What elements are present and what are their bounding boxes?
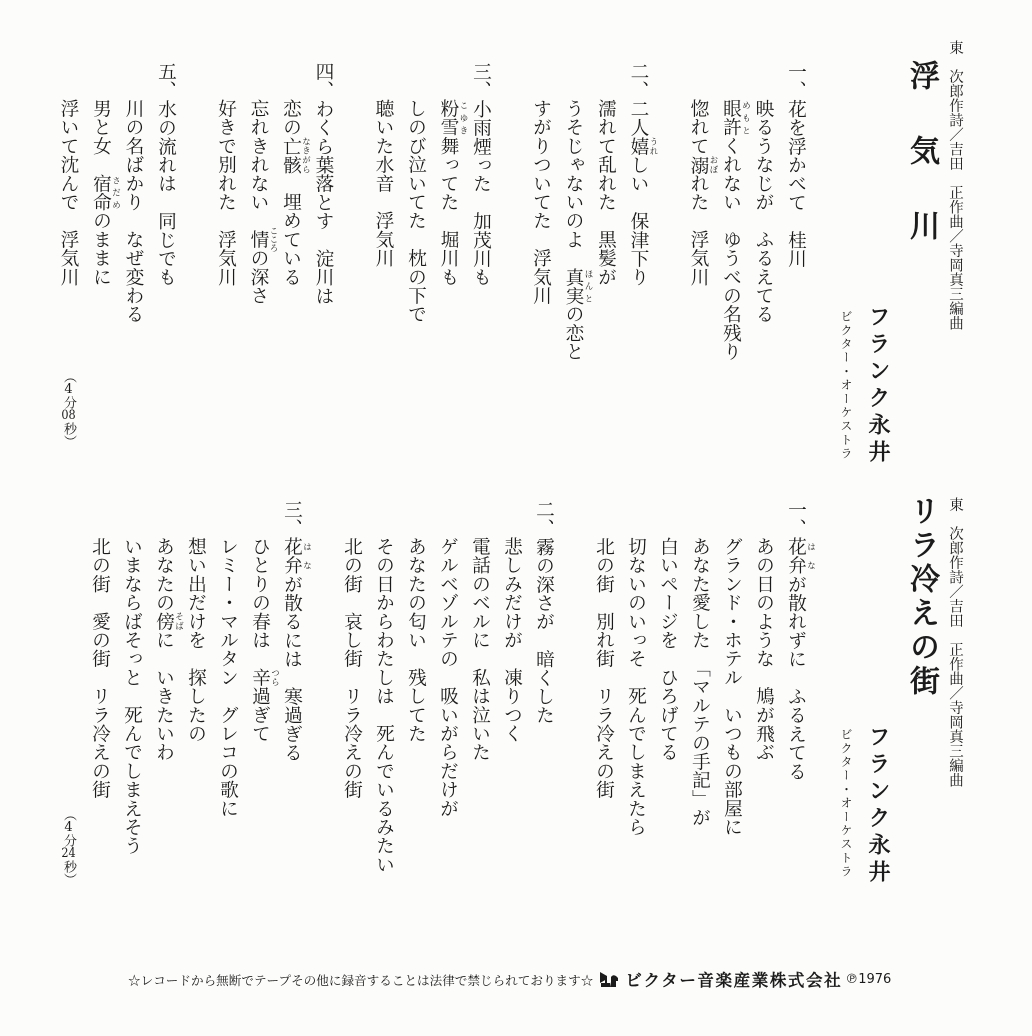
ruby-word xyxy=(249,668,280,687)
lyric-text: わくら葉落とす 淀川は xyxy=(312,99,334,306)
lyric-line xyxy=(683,99,719,286)
ruby-base: 粉雪 xyxy=(437,99,459,137)
lyric-line xyxy=(525,99,555,305)
lyric-line xyxy=(118,99,148,323)
lyric-line xyxy=(308,62,338,305)
ruby-word xyxy=(627,136,658,156)
lyric-text: その日からわたしは 死んでいるみたい xyxy=(373,537,394,874)
song-duration: （4分08秒） xyxy=(61,370,76,448)
lyric-text: れた 浮気川 xyxy=(687,174,709,287)
lyric-text: が散るには 寒過ぎる xyxy=(281,574,302,762)
ruby-reading: つら xyxy=(269,668,280,687)
ruby-base: 花弁 xyxy=(281,537,302,575)
lyric-text: ゲルベゾルテの 吸いがらだけが xyxy=(437,537,458,818)
verse-number: 一、 xyxy=(785,500,806,538)
song-title: リラ冷えの街 xyxy=(904,495,939,699)
lyric-line xyxy=(528,500,558,724)
lyric-text: 忘れきれない xyxy=(247,99,269,231)
phonogram-year: ℗1976 xyxy=(845,971,892,987)
orchestra-name: ビクター・オーケストラ xyxy=(839,728,853,879)
song-duration: （4分24秒） xyxy=(61,808,76,886)
ruby-base: 情 xyxy=(247,226,269,253)
ruby-base: 傍 xyxy=(153,612,174,631)
lyric-line xyxy=(276,500,312,762)
lyric-text: すがりついてた 浮気川 xyxy=(530,99,551,306)
lyric-line xyxy=(368,99,398,267)
lyric-text: しのび泣いてた 枕の下で xyxy=(405,99,426,324)
lyric-line xyxy=(558,99,594,361)
lyric-line xyxy=(150,62,180,286)
lyric-text: 花を浮かべて 桂川 xyxy=(785,99,806,268)
verse-number: 三、 xyxy=(470,62,491,100)
lyric-text: 埋めている xyxy=(280,174,301,287)
lyric-text: いまならばそっと 死んでしまえそう xyxy=(121,537,142,856)
verse-number: 三、 xyxy=(281,500,302,538)
ruby-base: 真実 xyxy=(562,267,584,306)
lyric-text: の深さ xyxy=(247,249,269,306)
lyric-text: が散れずに ふるえてる xyxy=(785,574,806,781)
lyric-line xyxy=(716,537,746,836)
lyric-text: に いきたいわ xyxy=(153,630,174,762)
ruby-reading: おぼ xyxy=(708,155,718,175)
ruby-word xyxy=(785,537,816,575)
lyric-text: 好きで別れた 浮気川 xyxy=(215,99,236,287)
lyric-line xyxy=(652,537,682,761)
lyric-text: あなたの xyxy=(153,537,174,613)
lyric-line xyxy=(748,99,778,323)
lyric-line xyxy=(590,99,620,286)
lyric-line xyxy=(464,537,494,761)
ruby-reading: なきがら xyxy=(300,136,311,175)
ruby-word xyxy=(280,136,311,175)
ruby-reading: めもと xyxy=(740,99,751,137)
lyric-line xyxy=(748,537,778,761)
lyric-line xyxy=(85,99,121,286)
orchestra-name: ビクター・オーケストラ xyxy=(839,310,853,461)
lyric-line xyxy=(780,500,816,781)
lyric-line xyxy=(148,537,184,761)
lyric-line xyxy=(433,99,469,286)
lyric-line xyxy=(432,537,462,818)
lyric-line xyxy=(465,62,495,286)
lyric-line xyxy=(243,99,279,305)
lyric-line xyxy=(684,537,714,827)
verse-number: 二、 xyxy=(533,500,554,538)
lyric-line xyxy=(715,99,751,361)
lyric-line xyxy=(400,99,430,323)
lyric-text: 切ないのいっそ 死んでしまえたら xyxy=(625,537,646,837)
lyric-text: 惚れて xyxy=(687,99,709,156)
lyric-line xyxy=(368,537,398,874)
lyric-line xyxy=(53,99,83,286)
lyric-text: うそじゃないのよ xyxy=(562,99,584,268)
ruby-reading: うれ xyxy=(648,136,658,156)
ruby-base: 亡骸 xyxy=(280,136,301,175)
copyright-notice: ☆レコードから無断でテープその他に録音することは法律で禁じられております☆ xyxy=(128,972,594,988)
lyric-line xyxy=(623,62,659,286)
lyric-text: 恋の xyxy=(280,99,301,137)
lyric-line xyxy=(84,537,114,799)
singer-name: フランク永井 xyxy=(865,305,890,467)
publisher-name: ビクター音楽産業株式会社 xyxy=(625,971,843,990)
lyric-line xyxy=(780,62,810,268)
verse-number: 二、 xyxy=(627,62,649,100)
lyric-text: 霧の深さが 暗くした xyxy=(533,537,554,725)
lyric-text: あなたの匂い 残してた xyxy=(405,537,426,744)
song-credits: 東 次郎作詩／吉田 正作曲／寺岡真三編曲 xyxy=(947,497,963,787)
lyric-line xyxy=(210,99,240,286)
lyric-line xyxy=(620,537,650,836)
ruby-base: 辛 xyxy=(249,668,270,687)
lyric-text: 男と女 xyxy=(90,99,111,175)
lyric-text: 北の街 別れ街 リラ冷えの街 xyxy=(593,537,614,800)
ruby-reading: そば xyxy=(173,612,184,631)
ruby-base: 宿命 xyxy=(90,174,111,212)
lyric-text: 北の街 愛の街 リラ冷えの街 xyxy=(89,537,110,800)
ruby-base: 嬉 xyxy=(627,136,649,156)
lyric-text: 濡れて乱れた 黒髪が xyxy=(595,99,616,287)
song-title: 浮気川 xyxy=(904,60,939,285)
lyric-text: 川の名ばかり なぜ変わる xyxy=(122,99,144,324)
lyric-text: 北の街 哀し街 リラ冷えの街 xyxy=(341,537,362,800)
lyric-line xyxy=(116,537,146,855)
ruby-reading: こころ xyxy=(268,226,278,253)
ruby-word xyxy=(437,99,468,137)
lyric-text: くれない ゆうべの名残り xyxy=(720,136,741,362)
song-credits: 東 次郎作詩／吉田 正作曲／寺岡真三編曲 xyxy=(947,40,963,330)
lyric-text: の恋と xyxy=(562,305,584,362)
lyric-text: 水の流れは 同じでも xyxy=(155,99,176,287)
lyric-line xyxy=(212,537,242,818)
lyric-text: しい 保津下り xyxy=(627,155,649,287)
ruby-word xyxy=(562,267,593,306)
lyric-text: 悲しみだけが 凍りつく xyxy=(501,537,522,744)
lyric-text: 白いページを ひろげてる xyxy=(657,537,678,762)
ruby-word xyxy=(90,174,121,212)
ruby-base: 花弁 xyxy=(785,537,806,575)
ruby-reading: ほんと xyxy=(583,267,593,306)
lyric-line xyxy=(180,537,210,743)
lyric-text: のままに xyxy=(90,211,111,287)
ruby-reading: はな xyxy=(805,537,816,575)
lyric-line xyxy=(588,537,618,799)
lyric-text: 聴いた水音 浮気川 xyxy=(372,99,394,268)
lyric-text: 過ぎて xyxy=(249,687,270,744)
ruby-word xyxy=(687,155,718,175)
lyric-text: レミー・マルタン グレコの歌に xyxy=(217,537,238,818)
ruby-base: 眼許 xyxy=(720,99,741,137)
lyric-text: ひとりの春は xyxy=(249,537,270,669)
verse-number: 五、 xyxy=(155,62,176,100)
lyric-text: 映るうなじが ふるえてる xyxy=(752,99,774,324)
lyric-line xyxy=(336,537,366,799)
lyric-text: 電話のベルに 私は泣いた xyxy=(469,537,490,762)
footer xyxy=(128,968,891,990)
lyric-text: 舞ってた 堀川も xyxy=(437,136,459,287)
verse-number: 四、 xyxy=(312,62,334,100)
lyric-line xyxy=(244,537,280,743)
lyric-text: あの日のような 鳩が飛ぶ xyxy=(753,537,774,762)
ruby-word xyxy=(247,226,278,253)
ruby-word xyxy=(281,537,312,575)
ruby-reading: はな xyxy=(301,537,312,575)
lyric-text: グランド・ホテル いつもの部屋に xyxy=(721,537,742,837)
ruby-reading: こゆき xyxy=(458,99,468,137)
ruby-word xyxy=(153,612,184,631)
lyric-text: 二人 xyxy=(627,99,649,137)
lyric-line xyxy=(496,537,526,743)
lyric-text: 浮いて沈んで 浮気川 xyxy=(57,99,79,287)
verse-number: 一、 xyxy=(785,62,806,100)
dog-gramophone-logo-icon xyxy=(599,970,621,988)
ruby-word xyxy=(720,99,751,137)
lyric-text: あなた愛した 「マルテの手記」が xyxy=(689,537,710,828)
ruby-reading: さだめ xyxy=(110,174,121,212)
lyric-text: 小雨煙った 加茂川も xyxy=(470,99,491,287)
singer-name: フランク永井 xyxy=(865,725,890,887)
lyric-line xyxy=(275,99,311,286)
ruby-base: 溺 xyxy=(687,155,709,175)
lyric-line xyxy=(400,537,430,743)
lyric-text: 想い出だけを 探したの xyxy=(185,537,206,744)
